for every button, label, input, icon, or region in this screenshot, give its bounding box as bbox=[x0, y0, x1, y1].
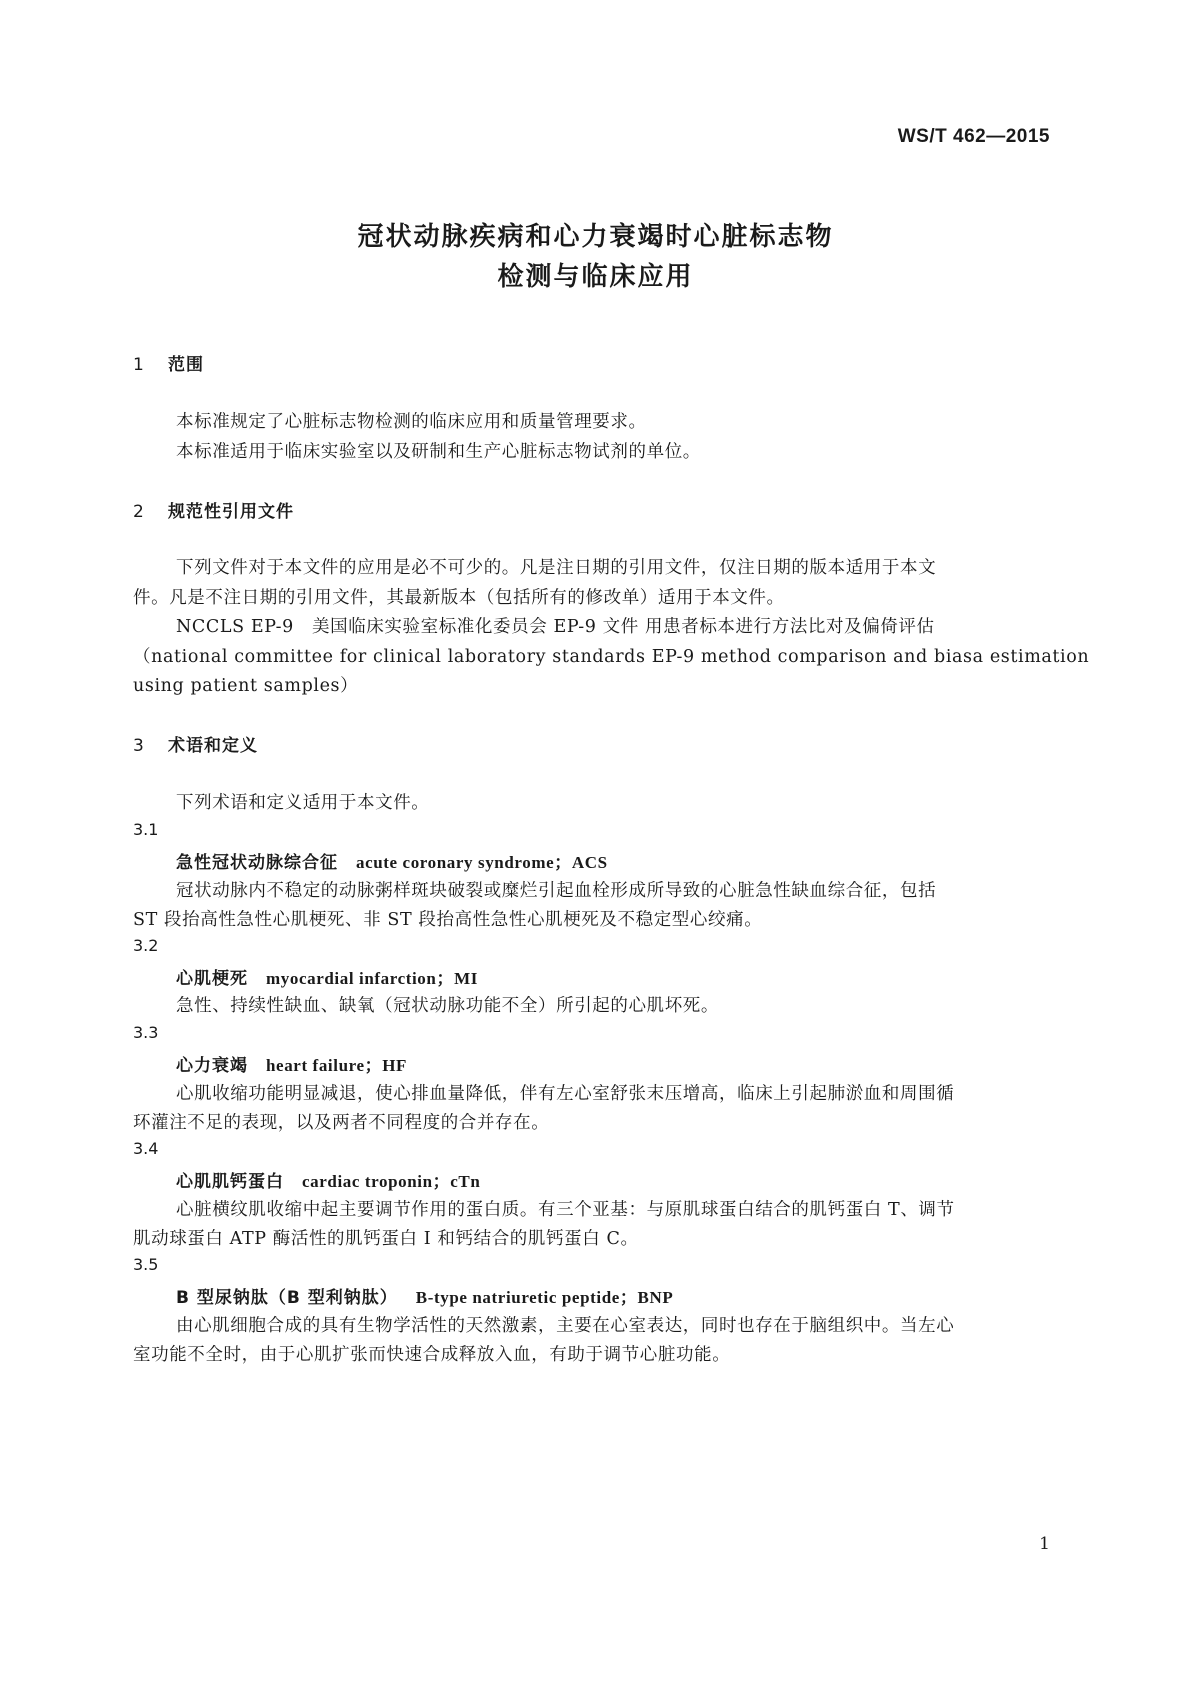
section-title: 规范性引用文件 bbox=[168, 502, 294, 522]
clause-number: 3.2 bbox=[133, 936, 159, 955]
document-title-line-1: 冠状动脉疾病和心力衰竭时心脏标志物 bbox=[357, 222, 834, 252]
clause-number: 3.3 bbox=[133, 1023, 159, 1042]
section-title: 术语和定义 bbox=[168, 736, 258, 756]
term-english: cardiac troponin；cTn bbox=[302, 1172, 481, 1191]
term-definition-line: 急性、持续性缺血、缺氧（冠状动脉功能不全）所引起的心肌坏死。 bbox=[176, 996, 719, 1016]
normative-reference: NCCLS EP-9 美国临床实验室标准化委员会 EP-9 文件 用患者标本进行方法比对及偏倚评估 bbox=[176, 617, 935, 637]
section-1-paragraph: 本标准规定了心脏标志物检测的临床应用和质量管理要求。 bbox=[176, 412, 647, 432]
term-heading bbox=[176, 848, 608, 873]
term-heading bbox=[176, 1051, 407, 1076]
term-english: myocardial infarction；MI bbox=[266, 969, 478, 988]
normative-reference-english: using patient samples） bbox=[133, 676, 359, 696]
clause-number: 3.1 bbox=[133, 820, 159, 839]
term-definition-line: 心脏横纹肌收缩中起主要调节作用的蛋白质。有三个亚基：与原肌球蛋白结合的肌钙蛋白 T、调节 bbox=[176, 1200, 955, 1220]
term-chinese: 心肌梗死 bbox=[176, 969, 248, 989]
term-definition-line: ST 段抬高性急性心肌梗死、非 ST 段抬高性急性心肌梗死及不稳定型心绞痛。 bbox=[133, 910, 763, 930]
term-chinese: 心肌肌钙蛋白 bbox=[176, 1172, 284, 1192]
section-2-line: 件。凡是不注日期的引用文件，其最新版本（包括所有的修改单）适用于本文件。 bbox=[133, 588, 785, 608]
section-1-paragraph: 本标准适用于临床实验室以及研制和生产心脏标志物试剂的单位。 bbox=[176, 442, 701, 462]
term-heading bbox=[176, 1167, 480, 1192]
page-number: 1 bbox=[1039, 1534, 1050, 1554]
section-number: 1 bbox=[133, 355, 145, 375]
clause-number: 3.4 bbox=[133, 1139, 159, 1158]
term-definition-line: 心肌收缩功能明显减退，使心排血量降低，伴有左心室舒张末压增高，临床上引起肺淤血和周围循 bbox=[176, 1084, 955, 1104]
standard-code: WS/T 462—2015 bbox=[897, 126, 1050, 147]
term-definition-line: 冠状动脉内不稳定的动脉粥样斑块破裂或糜烂引起血栓形成所导致的心脏急性缺血综合征，包括 bbox=[176, 881, 937, 901]
term-chinese: 急性冠状动脉综合征 bbox=[176, 853, 338, 873]
normative-reference-english: （national committee for clinical laboratory standards EP-9 method comparison and biasa estimation bbox=[133, 647, 1090, 667]
document-title-line-2: 检测与临床应用 bbox=[497, 262, 694, 292]
section-1-heading bbox=[133, 350, 204, 375]
term-definition-line: 室功能不全时，由于心肌扩张而快速合成释放入血，有助于调节心脏功能。 bbox=[133, 1345, 731, 1365]
section-3-heading bbox=[133, 731, 258, 756]
term-english: heart failure；HF bbox=[266, 1056, 408, 1075]
section-2-heading bbox=[133, 497, 294, 522]
section-number: 3 bbox=[133, 736, 145, 756]
term-english: B-type natriuretic peptide；BNP bbox=[415, 1288, 674, 1307]
term-definition-line: 肌动球蛋白 ATP 酶活性的肌钙蛋白 I 和钙结合的肌钙蛋白 C。 bbox=[133, 1229, 639, 1249]
section-2-line: 下列文件对于本文件的应用是必不可少的。凡是注日期的引用文件，仅注日期的版本适用于本文 bbox=[176, 558, 937, 578]
term-chinese: 心力衰竭 bbox=[176, 1056, 248, 1076]
term-definition-line: 环灌注不足的表现，以及两者不同程度的合并存在。 bbox=[133, 1113, 550, 1133]
term-english: acute coronary syndrome；ACS bbox=[356, 853, 608, 872]
section-number: 2 bbox=[133, 502, 145, 522]
term-heading bbox=[176, 1283, 673, 1308]
section-3-intro: 下列术语和定义适用于本文件。 bbox=[176, 793, 430, 813]
clause-number: 3.5 bbox=[133, 1255, 159, 1274]
term-definition-line: 由心肌细胞合成的具有生物学活性的天然激素，主要在心室表达，同时也存在于脑组织中。当左心 bbox=[176, 1316, 955, 1336]
section-title: 范围 bbox=[168, 355, 204, 375]
term-chinese: B 型尿钠肽（B 型利钠肽） bbox=[176, 1288, 398, 1308]
term-heading bbox=[176, 964, 478, 989]
